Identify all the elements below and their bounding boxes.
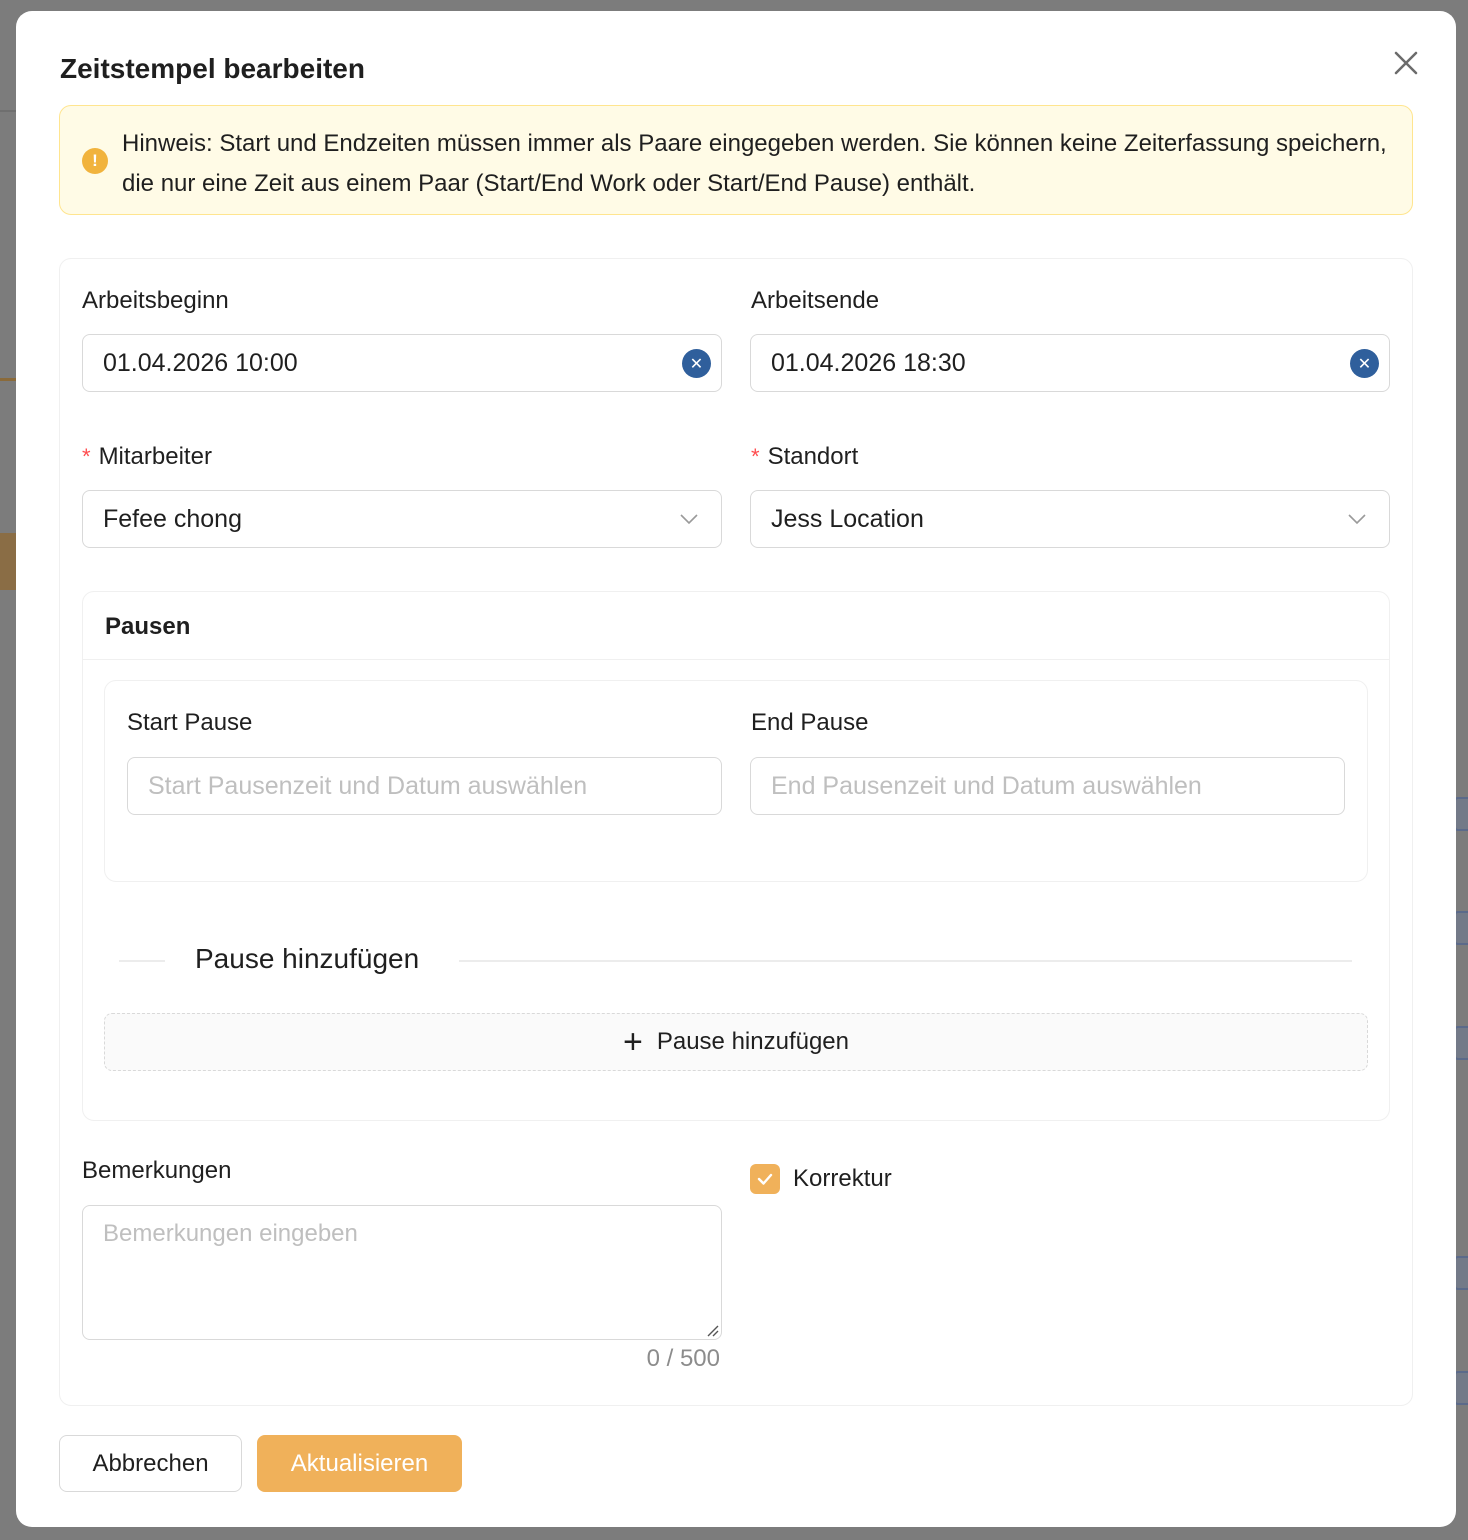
breaks-header bbox=[83, 592, 1389, 660]
breaks-section bbox=[82, 591, 1390, 1121]
employee-value: Fefee chong bbox=[103, 504, 242, 533]
background-divider bbox=[0, 378, 16, 381]
break-end-placeholder: End Pausenzeit und Datum auswählen bbox=[771, 771, 1202, 800]
add-break-button[interactable] bbox=[104, 1013, 1368, 1071]
break-start-input[interactable] bbox=[127, 757, 722, 815]
cancel-button[interactable]: Abbrechen bbox=[59, 1435, 242, 1492]
break-start-label: Start Pause bbox=[127, 709, 253, 736]
remarks-placeholder: Bemerkungen eingeben bbox=[103, 1220, 358, 1247]
background-button bbox=[0, 533, 16, 590]
remarks-textarea[interactable] bbox=[82, 1205, 722, 1340]
work-start-input[interactable] bbox=[82, 334, 722, 392]
break-start-placeholder: Start Pausenzeit und Datum auswählen bbox=[148, 771, 588, 800]
timestamp-form bbox=[59, 258, 1413, 1406]
clear-icon[interactable]: ✕ bbox=[1350, 349, 1379, 378]
add-break-divider-label: Pause hinzufügen bbox=[195, 943, 420, 974]
required-mark: * bbox=[82, 444, 91, 469]
break-entry bbox=[104, 680, 1368, 882]
work-end-label: Arbeitsende bbox=[751, 287, 880, 314]
add-break-button-label: Pause hinzufügen bbox=[656, 1028, 849, 1055]
background-tag bbox=[1454, 911, 1468, 945]
warning-icon: ! bbox=[82, 148, 108, 174]
location-value: Jess Location bbox=[771, 504, 924, 533]
close-button[interactable] bbox=[1388, 45, 1424, 81]
break-end-input[interactable] bbox=[750, 757, 1345, 815]
hint-alert bbox=[59, 105, 1413, 215]
work-end-value: 01.04.2026 18:30 bbox=[771, 348, 966, 377]
employee-label-text: Mitarbeiter bbox=[98, 443, 212, 470]
checkmark-icon bbox=[755, 1169, 775, 1189]
work-end-input[interactable] bbox=[750, 334, 1390, 392]
edit-timestamp-dialog bbox=[16, 11, 1456, 1527]
background-tag bbox=[1454, 1371, 1468, 1405]
remarks-label: Bemerkungen bbox=[82, 1157, 232, 1184]
divider-line bbox=[459, 960, 1352, 962]
work-start-value: 01.04.2026 10:00 bbox=[103, 348, 298, 377]
background-tag bbox=[1454, 797, 1468, 831]
break-end-label: End Pause bbox=[751, 709, 869, 736]
close-icon bbox=[1393, 50, 1419, 76]
plus-icon: + bbox=[622, 1023, 643, 1061]
background-tag bbox=[1454, 1256, 1468, 1290]
resize-grip-icon[interactable] bbox=[705, 1323, 719, 1337]
breaks-title: Pausen bbox=[105, 613, 191, 640]
correction-checkbox[interactable] bbox=[750, 1164, 780, 1194]
employee-select[interactable] bbox=[82, 490, 722, 548]
update-button[interactable]: Aktualisieren bbox=[257, 1435, 462, 1492]
location-label bbox=[751, 443, 858, 471]
remarks-char-counter: 0 / 500 bbox=[646, 1345, 720, 1372]
correction-label: Korrektur bbox=[793, 1165, 892, 1192]
background-divider bbox=[0, 110, 16, 112]
location-select[interactable] bbox=[750, 490, 1390, 548]
required-mark: * bbox=[751, 444, 760, 469]
employee-label bbox=[82, 443, 212, 471]
dialog-title: Zeitstempel bearbeiten bbox=[60, 53, 365, 84]
chevron-down-icon bbox=[1347, 509, 1367, 529]
chevron-down-icon bbox=[679, 509, 699, 529]
work-start-label: Arbeitsbeginn bbox=[82, 287, 229, 314]
hint-alert-text: Hinweis: Start und Endzeiten müssen immer als Paare eingegeben werden. Sie können keine Zeiterfassung speichern, die nur eine Zeit aus einem Paar (Start/End Work oder Start/End Pause) enthält. bbox=[122, 130, 1387, 197]
background-tag bbox=[1454, 1026, 1468, 1060]
location-label-text: Standort bbox=[767, 443, 859, 470]
divider-line bbox=[119, 960, 165, 962]
clear-icon[interactable]: ✕ bbox=[682, 349, 711, 378]
